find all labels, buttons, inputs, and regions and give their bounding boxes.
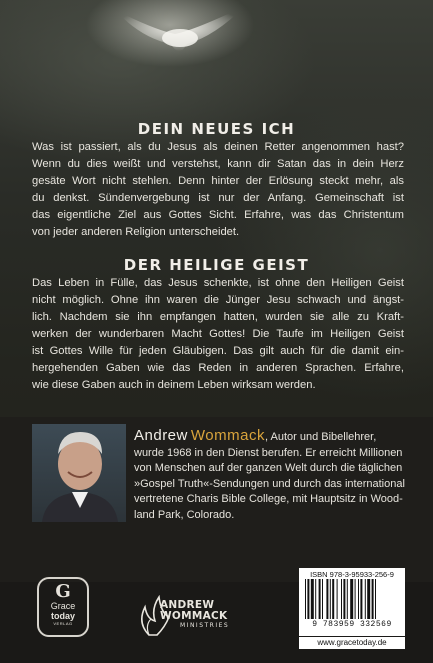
author-last-name: Wommack (190, 427, 265, 444)
text-line: du denkst. Sündenvergebung ist nur der Anfang. Gemeinschaft ist (32, 192, 404, 204)
text-line: ist Gottes Wille für jeden Gläubigen. Das gilt auch für die damit ein- (32, 345, 404, 357)
text-line: Wenn du dies weißt und verstehst, kann dir Satan das in dein Herz (32, 158, 404, 170)
text-line: wie diese Gaben auch in deinem Leben wirksam werden. (32, 379, 316, 391)
text-line: hergehenden Gaben wie das Reden in anderen Sprachen. Erfahre, (32, 362, 404, 374)
section-title-der-heilige-geist: DER HEILIGE GEIST (123, 256, 310, 274)
text-line: von jeder anderen Religion unterscheidet. (32, 226, 240, 238)
grace-logo-word: Grace (50, 601, 76, 611)
publisher-url: www.gracetoday.de (299, 637, 405, 649)
isbn-number: ISBN 978-3-95933-256-9 (310, 570, 394, 579)
grace-logo-letter: G (55, 581, 71, 602)
barcode-icon (305, 579, 399, 619)
grace-logo-verlag: VERLAG (53, 621, 73, 626)
text-line: nicht möglich. Ohne ihn waren die Jünger Jesu schwach und ängst- (32, 294, 404, 306)
bio-line: land Park, Colorado. (134, 508, 235, 521)
section-dein-neues-ich-text (32, 139, 404, 241)
dove-icon (105, 0, 255, 60)
aw-logo-line: WOMMACK (160, 610, 228, 622)
author-first-name: Andrew (134, 427, 188, 444)
andrew-wommack-ministries-logo (160, 600, 229, 630)
text-line: gesäte Wort nicht stehlen. Denn hinter der Erlösung steckt mehr, als (32, 175, 404, 187)
text-line: werken der wunderbaren Macht Gottes! Die Taufe im Heiligen Geist (32, 328, 404, 340)
author-photo-icon (32, 424, 126, 522)
grace-logo-word: today (50, 611, 75, 621)
author-portrait (32, 424, 126, 522)
grace-today-logo (37, 577, 89, 637)
author-role: , Autor und Bibellehrer, (264, 431, 377, 443)
bio-line: wurde 1968 in den Dienst berufen. Er erreicht Millionen (134, 446, 403, 459)
author-bio (134, 428, 408, 523)
section-der-heilige-geist-text (32, 275, 404, 394)
text-line: Was ist passiert, als du Jesus als deinen Retter angenommen hast? (32, 141, 404, 153)
text-line: lich. Nachdem sie ihn empfangen hatten, wurden sie alle zu Kraft- (32, 311, 404, 323)
bio-line: »Gospel Truth«-Sendungen und durch das international (134, 477, 405, 490)
section-title-dein-neues-ich: DEIN NEUES ICH (137, 120, 296, 138)
text-line: Das Leben in Fülle, das Jesus schenkte, ist ohne den Heiligen Geist (32, 277, 404, 289)
bio-line: von Menschen auf der ganzen Welt durch die täglichen (134, 462, 403, 474)
bio-line: vertretene Charis Bible College, mit Hauptsitz in Wood- (134, 493, 403, 505)
text-line: das eigentliche Ziel aus Gottes Sicht. Erfahre, was das Christentum (32, 209, 404, 221)
ean-number: 9 783959 332569 (312, 620, 392, 629)
aw-logo-line: MINISTRIES (180, 622, 230, 629)
barcode-label (299, 568, 405, 636)
aw-logo-line: ANDREW (160, 599, 215, 611)
